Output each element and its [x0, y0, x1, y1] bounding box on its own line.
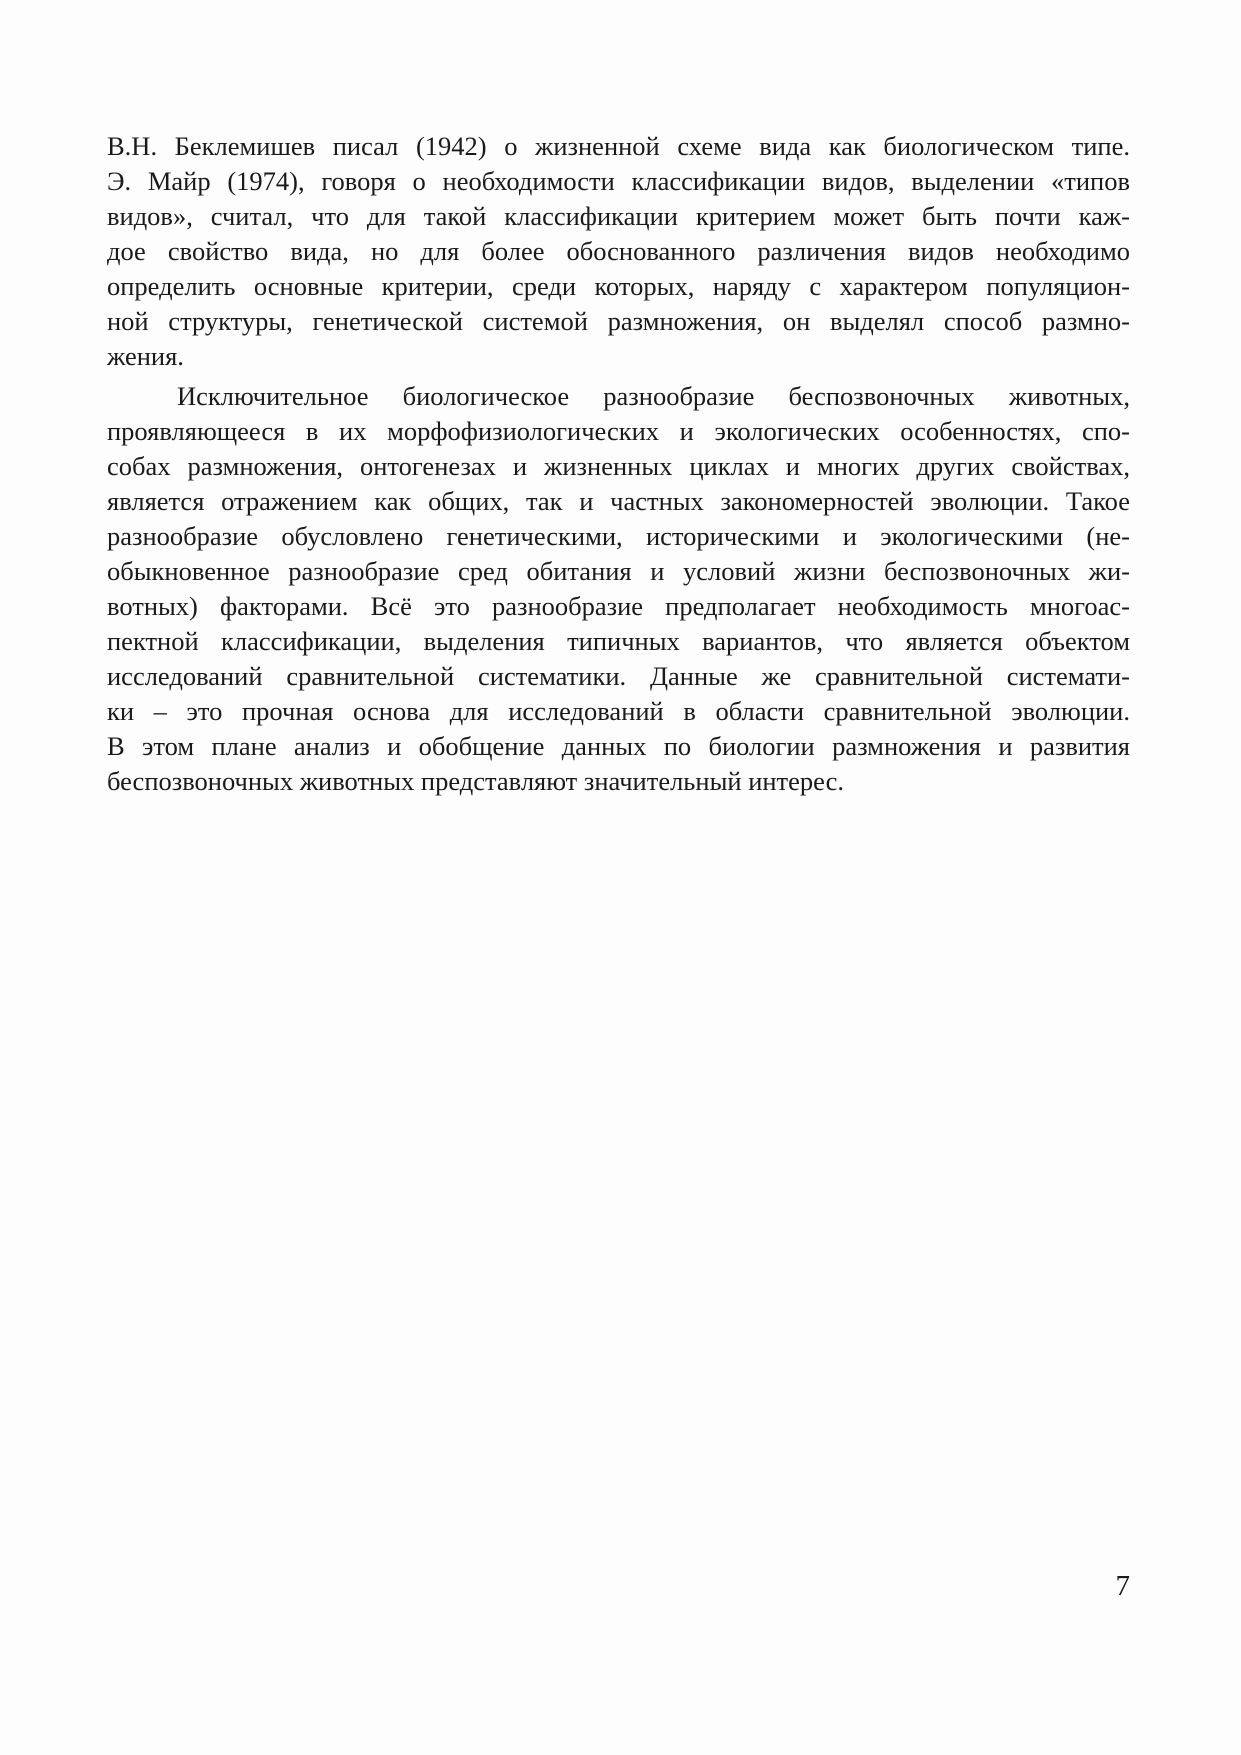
text-line: видов», считал, что для такой классификации критерием может быть почти каж- [107, 201, 1130, 231]
text-line: вотных) факторами. Всё это разнообразие предполагает необходимость многоас- [107, 591, 1130, 621]
text-line: обыкновенное разнообразие сред обитания и условий жизни беспозвоночных жи- [107, 556, 1130, 586]
paragraph-1 [107, 129, 1130, 374]
text-line: беспозвоночных животных представляют значительный интерес. [107, 766, 844, 796]
body-text [107, 129, 1130, 799]
text-line: определить основные критерии, среди которых, наряду с характером популяцион- [107, 271, 1130, 301]
text-line: является отражением как общих, так и частных закономерностей эволюции. Такое [107, 486, 1130, 516]
text-line: исследований сравнительной систематики. Данные же сравнительной системати- [107, 661, 1130, 691]
page-number: 7 [1115, 1570, 1130, 1602]
text-line: ки – это прочная основа для исследований в области сравнительной эволюции. [107, 696, 1130, 726]
text-line: жения. [107, 341, 184, 371]
text-line: собах размножения, онтогенезах и жизненных циклах и многих других свойствах, [107, 451, 1130, 481]
paragraph-2 [107, 379, 1130, 799]
text-line: разнообразие обусловлено генетическими, историческими и экологическими (не- [107, 521, 1130, 551]
text-line: пектной классификации, выделения типичных вариантов, что является объектом [107, 626, 1130, 656]
text-line: ной структуры, генетической системой размножения, он выделял способ размно- [107, 306, 1130, 336]
text-line: проявляющееся в их морфофизиологических и экологических особенностях, спо- [107, 416, 1130, 446]
text-line: Исключительное биологическое разнообразие беспозвоночных животных, [177, 381, 1130, 411]
text-line: дое свойство вида, но для более обоснованного различения видов необходимо [107, 236, 1130, 266]
text-line: В.Н. Беклемишев писал (1942) о жизненной схеме вида как биологическом типе. [107, 131, 1130, 161]
text-line: В этом плане анализ и обобщение данных по биологии размножения и развития [107, 731, 1130, 761]
text-line: Э. Майр (1974), говоря о необходимости классификации видов, выделении «типов [107, 166, 1130, 196]
